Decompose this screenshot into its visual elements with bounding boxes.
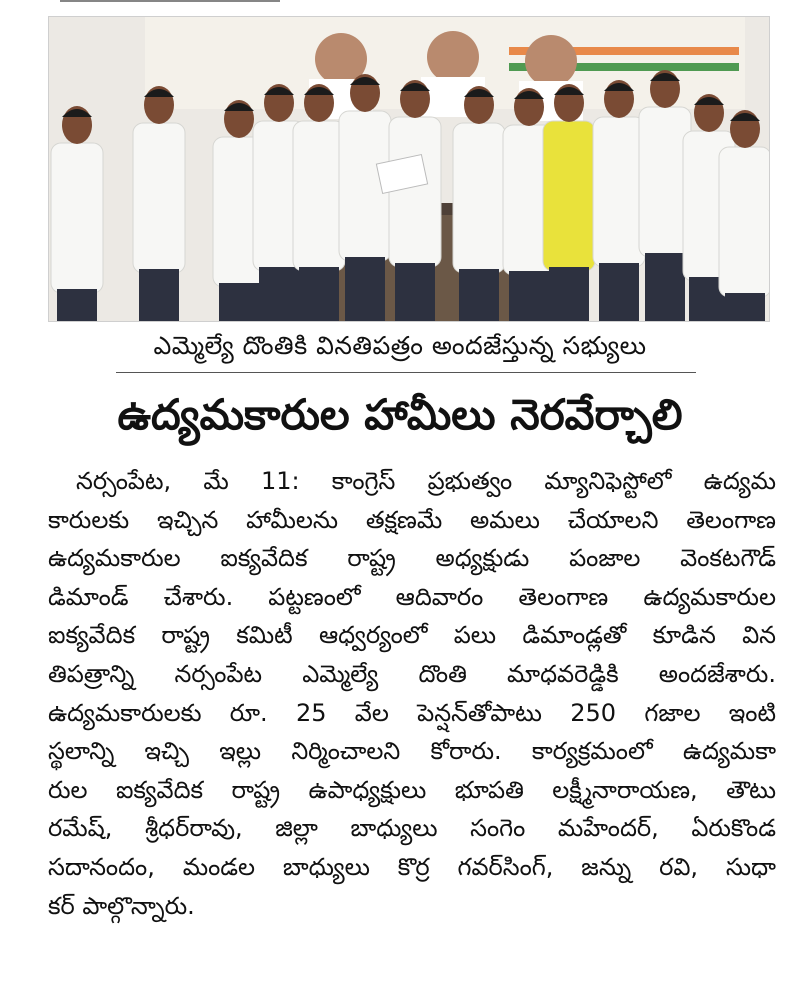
person-body [453, 123, 505, 273]
article-headline: ఉద్యమకారుల హామీలు నెరవేర్చాలి [117, 390, 683, 439]
person-legs [549, 267, 589, 321]
body-line: నర్సంపేట, మే 11: కాంగ్రెస్ ప్రభుత్వం మ్యానిఫెస్టోలో ఉద్యమ [76, 467, 776, 495]
news-photo [48, 16, 770, 322]
caption-underline [116, 372, 696, 373]
body-line: ఐక్యవేదిక రాష్ట్ర కమిటీ ఆధ్వర్యంలో పలు డిమాండ్లతో కూడిన విన [48, 621, 776, 650]
body-line: ఉద్యమకారులకు రూ. 25 వేల పెన్షన్‌తోపాటు 250 గజాల ఇంటి [48, 698, 776, 727]
person-legs [395, 263, 435, 321]
photo-caption: ఎమ్మెల్యే దొంతికి వినతిపత్రం అందజేస్తున్న సభ్యులు [153, 331, 647, 360]
cut-off-text-fragment [60, 0, 280, 6]
body-line: ఉద్యమకారుల ఐక్యవేదిక రాష్ట్ర అధ్యక్షుడు పంజాల వెంకటగౌడ్ [48, 544, 776, 573]
banner-portrait [525, 35, 577, 87]
person-legs [219, 283, 259, 321]
body-line: రుల ఐక్యవేదిక రాష్ట్ర ఉపాధ్యక్షులు భూపతి లక్ష్మీనారాయణ, తౌటు [48, 775, 776, 804]
person-body [51, 143, 103, 293]
article-body [48, 462, 776, 925]
person-legs [57, 289, 97, 321]
group-photo [49, 17, 769, 321]
person-body [719, 147, 769, 297]
person-body [133, 123, 185, 273]
banner-portrait [427, 31, 479, 83]
person-legs [645, 253, 685, 321]
person-body [543, 121, 595, 271]
person-legs [509, 271, 549, 321]
person-legs [139, 269, 179, 321]
person-legs [345, 257, 385, 321]
person-body [593, 117, 645, 267]
body-line: డిమాండ్ చేశారు. పట్టణంలో ఆదివారం తెలంగాణ ఉద్యమకారుల [48, 582, 776, 611]
person-body [389, 117, 441, 267]
person-legs [299, 267, 339, 321]
body-line: కర్ పాల్గొన్నారు. [48, 891, 195, 920]
body-line: కారులకు ఇచ్చిన హామీలను తక్షణమే అమలు చేయాలని తెలంగాణ [48, 505, 776, 534]
body-line: సదానందం, మండల బాధ్యులు కొర్ర గవర్‌సింగ్, జన్ను రవి, సుధా [48, 852, 776, 881]
person-legs [459, 269, 499, 321]
body-line: తిపత్రాన్ని నర్సంపేట ఎమ్మెల్యే దొంతి మాధవరెడ్డికి అందజేశారు. [48, 659, 776, 688]
body-line: స్థలాన్ని ఇచ్చి ఇల్లు నిర్మించాలని కోరారు. కార్యక్రమంలో ఉద్యమకా [48, 737, 776, 766]
body-line: రమేష్, శ్రీధర్‌రావు, జిల్లా బాధ్యులు సంగెం మహేందర్, ఏరుకొండ [48, 814, 776, 843]
person-legs [725, 293, 765, 321]
person-legs [259, 267, 299, 321]
person-body [293, 121, 345, 271]
person-legs [599, 263, 639, 321]
